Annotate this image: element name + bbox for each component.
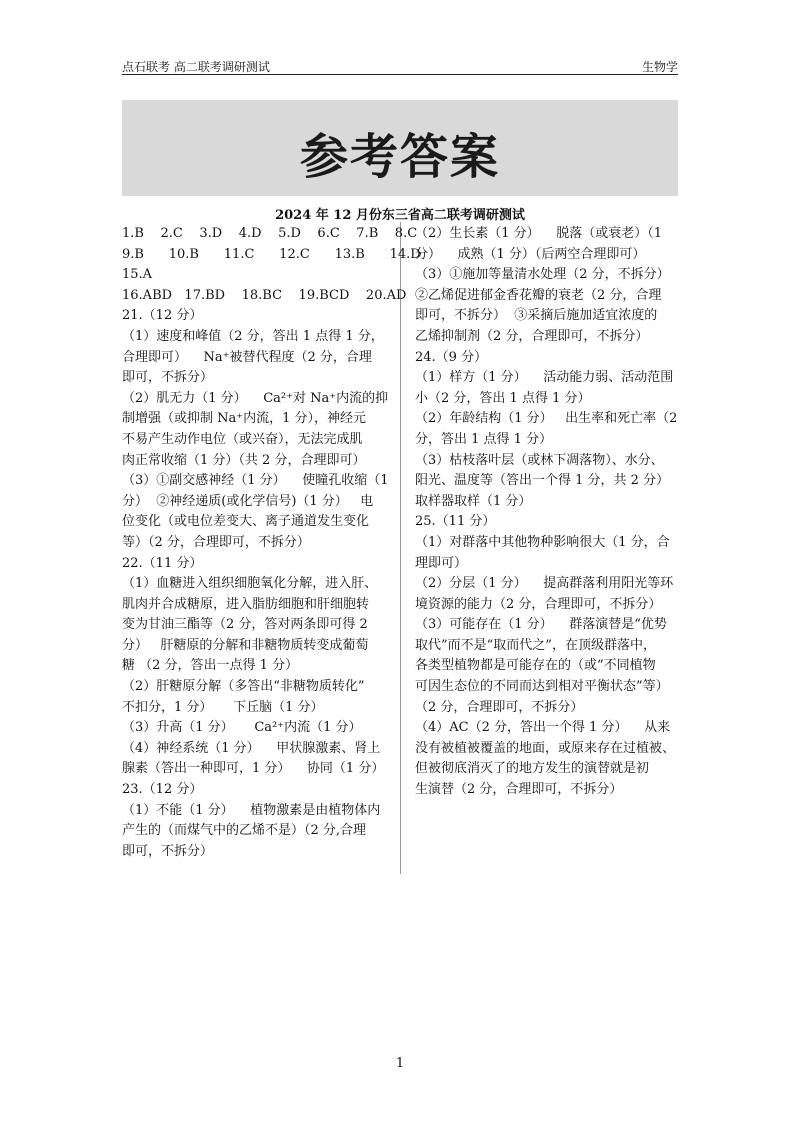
answer-line: 9.B 10.B 11.C 12.C 13.B 14.D [122, 246, 421, 262]
answer-line: （2）肌无力（1 分） Ca²⁺对 Na⁺内流的抑 [122, 390, 389, 406]
answer-line: 分） ②神经递质(或化学信号)（1 分） 电 [122, 493, 374, 509]
title-banner [122, 100, 678, 196]
answer-line: （3）①施加等量清水处理（2 分，不拆分） [415, 267, 670, 283]
banner-title: 参考答案 [299, 129, 500, 185]
right-answer-column [415, 224, 680, 801]
answer-line: 合理即可） Na⁺被替代程度（2 分，合理 [122, 349, 372, 365]
answer-line: 乙烯抑制剂（2 分，合理即可，不拆分） [415, 328, 649, 344]
answer-line: （1）样方（1 分） 活动能力弱、活动范围 [415, 370, 674, 386]
answer-line: （1）血糖进入组织细胞氧化分解，进入肝、 [122, 576, 378, 592]
answer-line: （3）①副交感神经（1 分） 使瞳孔收缩（1 [122, 473, 389, 489]
answer-line: （2）生长素（1 分） 脱落（或衰老）（1 [415, 226, 662, 241]
header-divider [122, 74, 678, 75]
answer-line: 各类型植物都是可能存在的（或“不同植物 [415, 658, 656, 674]
answer-line: 不易产生动作电位（或兴奋），无法完成肌 [122, 431, 363, 447]
header-subject: 生物学 [641, 60, 678, 74]
answer-line: （4）神经系统（1 分） 甲状腺激素、肾上 [122, 740, 381, 756]
answer-line: 没有被植被覆盖的地面，或原来存在过植被、 [415, 740, 676, 756]
answer-line: 位变化（或电位差变大、离子通道发生变化 [122, 514, 370, 530]
answer-line: 理即可） [415, 555, 468, 571]
answer-line: 22.（11 分） [122, 555, 203, 571]
answer-line: 16.ABD 17.BD 18.BC 19.BCD 20.AD [122, 287, 407, 303]
answer-line: 分） 肝糖原的分解和非糖物质转变成葡萄 [122, 637, 369, 653]
answer-line: 腺素（答出一种即可，1 分） 协同（1 分） [122, 761, 385, 777]
page-number: 1 [395, 1056, 405, 1071]
answer-line: 但被彻底消灭了的地方发生的演替就是初 [415, 761, 650, 777]
answer-line: 生演替（2 分，合理即可，不拆分） [415, 782, 623, 798]
answer-line: 小（2 分，答出 1 点得 1 分） [415, 390, 591, 406]
answer-line: 即可，不拆分） [122, 370, 214, 386]
answer-line: （2 分，合理即可，不拆分） [415, 699, 584, 715]
answer-line: 分） 成熟（1 分）（后两空合理即可） [415, 246, 646, 262]
exam-title: 2024 年 12 月份东三省高二联考调研测试 [275, 208, 525, 223]
answer-line: 分，答出 1 点得 1 分） [415, 431, 553, 447]
page-header [122, 58, 678, 72]
answer-line: 肌肉并合成糖原，进入脂肪细胞和肝细胞转 [122, 596, 370, 612]
answer-line: ②乙烯促进郁金香花瓣的衰老（2 分，合理 [415, 287, 662, 303]
answer-line: （3）升高（1 分） Ca²⁺内流（1 分） [122, 720, 362, 736]
answer-line: （1）不能（1 分） 植物激素是由植物体内 [122, 802, 381, 818]
answer-line: 肉正常收缩（1 分）（共 2 分，合理即可） [122, 452, 366, 468]
answer-line: 21.（12 分） [122, 308, 203, 324]
left-answer-column [122, 224, 421, 862]
answer-line: （1）对群落中其他物种影响很大（1 分，合 [415, 534, 670, 550]
column-divider [400, 222, 401, 874]
answer-line: 阳光、温度等（答出一个得 1 分，共 2 分） [415, 473, 670, 489]
answer-line: 变为甘油三酯等（2 分，答对两条即可得 2 [122, 617, 368, 633]
answer-line: （2）分层（1 分） 提高群落利用阳光等环 [415, 576, 674, 592]
answer-line: 15.A [122, 267, 153, 283]
answer-line: 等）（2 分，合理即可，不拆分） [122, 534, 310, 550]
answer-line: （2）年龄结构（1 分） 出生率和死亡率（2 [415, 411, 678, 427]
answer-line: 即可，不拆分） ③采摘后施加适宜浓度的 [415, 308, 658, 324]
answer-line: 25.（11 分） [415, 514, 496, 530]
answer-line: 产生的（而煤气中的乙烯不是）（2 分,合理 [122, 823, 367, 839]
answer-line: （3）枯枝落叶层（或林下凋落物）、水分、 [415, 452, 664, 468]
answer-line: 不扣分，1 分） 下丘脑（1 分） [122, 699, 324, 715]
answer-line: 即可，不拆分） [122, 843, 214, 859]
answer-line: 制增强（或抑制 Na⁺内流，1 分），神经元 [122, 411, 367, 427]
answer-line: 取代”而不是“取而代之”，在顶级群落中， [415, 637, 656, 653]
answer-line: 1.B 2.C 3.D 4.D 5.D 6.C 7.B 8.C [122, 226, 418, 241]
answer-line: 糖 （2 分，答出一点得 1 分） [122, 658, 299, 674]
answer-line: 可因生态位的不同而达到相对平衡状态”等） [415, 679, 669, 695]
answer-line: 24.（9 分） [415, 349, 488, 365]
answer-line: 取样器取样（1 分） [415, 493, 532, 509]
header-exam-name: 点石联考 高二联考调研测试 [122, 60, 270, 74]
answer-line: （1）速度和峰值（2 分，答出 1 点得 1 分， [122, 328, 384, 344]
answer-line: （2）肝糖原分解（多答出“非糖物质转化” [122, 679, 365, 695]
answer-line: （3）可能存在（1 分） 群落演替是“优势 [415, 617, 667, 633]
answer-line: （4）AC（2 分，答出一个得 1 分） 从来 [415, 720, 671, 736]
answer-line: 境资源的能力（2 分，合理即可，不拆分） [415, 596, 662, 612]
answer-line: 23.（12 分） [122, 782, 203, 798]
